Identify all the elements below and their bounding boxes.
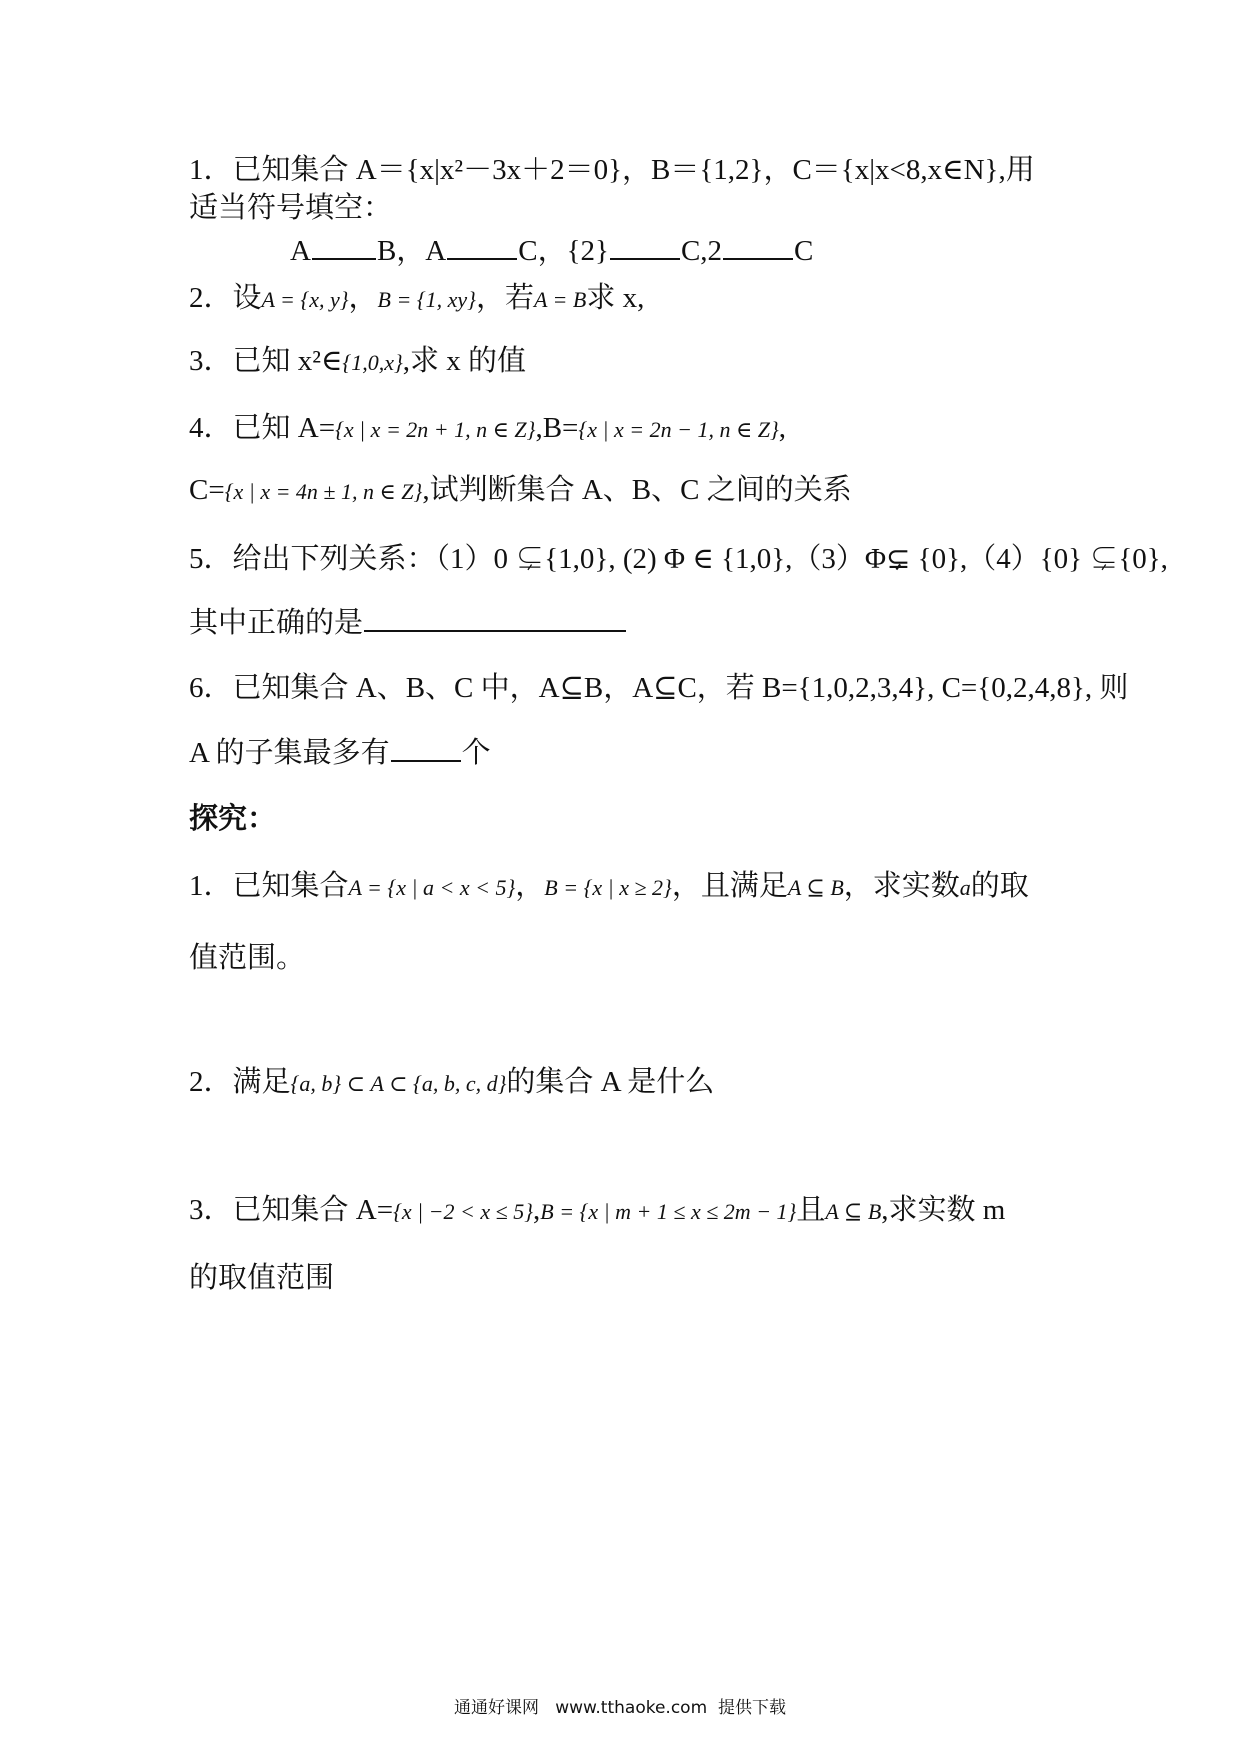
- explore-3-line2: 的取值范围: [189, 1262, 335, 1294]
- explore-3-cond: A ⊆ B: [825, 1199, 882, 1224]
- explore-3-suffix: ,求实数 m: [881, 1194, 1006, 1226]
- question-6-prefix: A 的子集最多有: [189, 737, 390, 769]
- fill-label-a: A: [290, 235, 311, 267]
- fill-blank-1[interactable]: [312, 232, 376, 260]
- explore-2-prefix: 2．满足: [189, 1066, 291, 1098]
- explore-1-prefix: 1．已知集合: [189, 870, 349, 902]
- question-1-text: 1．已知集合 A＝{x|x²－3x＋2＝0}，B＝{1,2}，C＝{x|x<8,x∈N},用: [189, 154, 1035, 186]
- question-5-answer-blank[interactable]: [364, 604, 626, 632]
- explore-1-set-b: B = {x | x ≥ 2}: [544, 875, 672, 900]
- question-5-line-1: [189, 541, 1168, 577]
- question-4-prefix: 4．已知 A=: [189, 412, 336, 444]
- question-1-line-2: [189, 190, 392, 226]
- fill-label-b: B，A: [376, 235, 447, 267]
- question-5-text-cont: 其中正确的是: [189, 607, 364, 639]
- question-4-line2-suffix: ,试判断集合 A、B、C 之间的关系: [422, 474, 852, 506]
- explore-1-cond: A ⊆ B: [787, 875, 844, 900]
- explore-3-line-1: [189, 1192, 1005, 1230]
- explore-3-set-a: {x | −2 < x ≤ 5}: [393, 1199, 534, 1224]
- question-3-prefix: 3．已知 x²∈: [189, 345, 343, 377]
- question-4-line-1: [189, 410, 786, 448]
- question-1-line-1: [189, 152, 1035, 188]
- question-6-line-2: [189, 734, 491, 771]
- question-4-set-b: {x | x = 2n − 1, n ∈ Z}: [578, 417, 779, 442]
- explore-2: [189, 1064, 714, 1102]
- fill-label-d: C,2: [680, 235, 723, 267]
- question-3-suffix: ,求 x 的值: [402, 345, 527, 377]
- fill-blank-4[interactable]: [723, 232, 793, 260]
- footer-text: 通通好课网 www.tthaoke.com 提供下载: [454, 1698, 786, 1718]
- question-6-suffix: 个: [461, 737, 491, 769]
- question-4-set-a: {x | x = 2n + 1, n ∈ Z}: [335, 417, 536, 442]
- fill-blank-3[interactable]: [610, 232, 680, 260]
- explore-3-mid: 且: [796, 1194, 826, 1226]
- question-2-prefix: 2．设: [189, 282, 262, 314]
- question-6-answer-blank[interactable]: [391, 734, 461, 762]
- fill-label-c: C，{2}: [518, 235, 609, 267]
- question-6-line-1: [189, 670, 1128, 706]
- question-4-line2-prefix: C=: [189, 474, 225, 506]
- question-5-text: 5．给出下列关系：（1）0 ⊊{1,0}, (2) Φ ∈ {1,0},（3）Φ⊊ {0},（4）{0} ⊊{0},: [189, 543, 1168, 575]
- explore-1-sep: ，: [515, 870, 545, 902]
- explore-heading-text: 探究：: [189, 803, 277, 835]
- question-1-text-cont: 适当符号填空：: [189, 192, 393, 224]
- question-3: [189, 343, 526, 381]
- question-2-suffix: 求 x,: [586, 282, 645, 314]
- question-3-set: {1,0,x}: [342, 350, 403, 375]
- question-2-cond-prefix: ，若: [475, 282, 534, 314]
- explore-1-mid: ，且满足: [671, 870, 788, 902]
- question-2: [189, 280, 644, 318]
- question-2-set-b: B = {1, xy}: [377, 287, 476, 312]
- question-6-text: 6．已知集合 A、B、C 中，A⊆B，A⊆C，若 B={1,0,2,3,4}, C={0,2,4,8}, 则: [189, 672, 1129, 704]
- explore-1-var: a: [959, 875, 971, 900]
- fill-blank-2[interactable]: [447, 232, 517, 260]
- question-1-fill-line: [290, 232, 813, 269]
- question-4-line-2: [189, 472, 852, 510]
- explore-3-set-b: B = {x | m + 1 ≤ x ≤ 2m − 1}: [540, 1199, 797, 1224]
- question-2-sep: ，: [348, 282, 378, 314]
- page-footer: [0, 1693, 1240, 1718]
- explore-1-set-a: A = {x | a < x < 5}: [348, 875, 516, 900]
- question-5-line-2: [189, 604, 627, 641]
- explore-3-comma: ,: [533, 1194, 541, 1226]
- question-2-cond: A = B: [533, 287, 587, 312]
- explore-1-suffix-b: 的取: [970, 870, 1029, 902]
- question-4-mid: ,B=: [535, 412, 579, 444]
- explore-heading: [189, 801, 276, 837]
- question-4-end: ,: [778, 412, 787, 444]
- explore-1-line2: 值范围。: [189, 942, 306, 974]
- question-2-set-a: A = {x, y}: [261, 287, 349, 312]
- explore-2-expr: {a, b} ⊂ A ⊂ {a, b, c, d}: [290, 1071, 507, 1096]
- explore-2-suffix: 的集合 A 是什么: [506, 1066, 715, 1098]
- explore-1-line-2: [189, 940, 305, 976]
- explore-1-suffix-a: ，求实数: [843, 870, 960, 902]
- explore-1-line-1: [189, 868, 1029, 906]
- explore-3-line-2: [189, 1260, 334, 1296]
- fill-label-e: C: [794, 235, 814, 267]
- question-4-set-c: {x | x = 4n ± 1, n ∈ Z}: [224, 479, 423, 504]
- explore-3-prefix: 3．已知集合 A=: [189, 1194, 394, 1226]
